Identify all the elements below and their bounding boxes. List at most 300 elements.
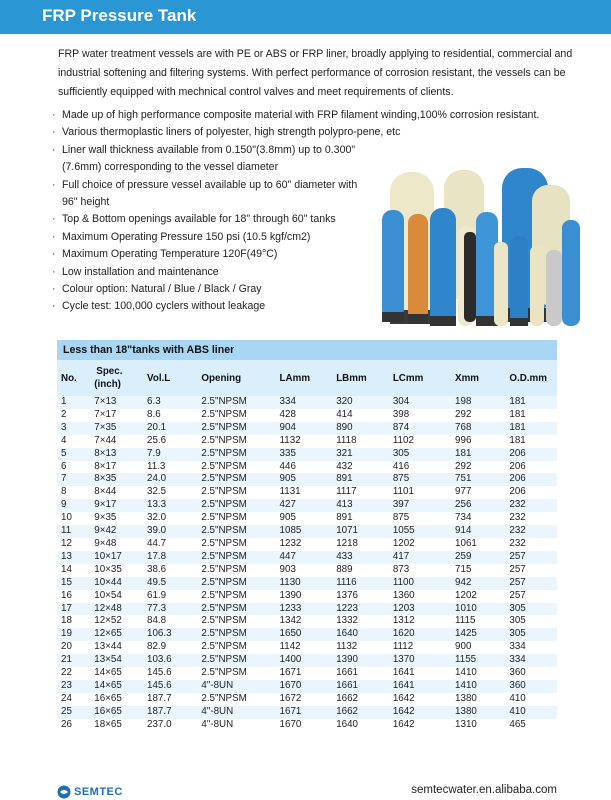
table-cell: 1117 bbox=[332, 486, 389, 499]
table-cell: 1130 bbox=[276, 577, 333, 590]
table-cell: 14×65 bbox=[90, 680, 143, 693]
table-cell: 1202 bbox=[389, 538, 451, 551]
table-cell: 1670 bbox=[276, 680, 333, 693]
column-header: O.D.mm bbox=[505, 360, 557, 396]
feature-item bbox=[52, 124, 582, 141]
table-cell: 900 bbox=[451, 641, 505, 654]
table-cell: 875 bbox=[389, 473, 451, 486]
tank-blue-mid-left bbox=[382, 210, 404, 322]
table-cell: 259 bbox=[451, 551, 505, 564]
table-cell: 447 bbox=[276, 551, 333, 564]
tank-blue-front-right bbox=[562, 220, 580, 326]
table-cell: 1233 bbox=[276, 603, 333, 616]
table-cell: 1376 bbox=[332, 590, 389, 603]
table-cell: 2.5"NPSM bbox=[197, 590, 275, 603]
table-row bbox=[57, 667, 557, 680]
table-cell: 304 bbox=[389, 396, 451, 409]
table-cell: 49.5 bbox=[143, 577, 197, 590]
table-cell: 465 bbox=[505, 719, 557, 732]
table-cell: 7×35 bbox=[90, 422, 143, 435]
table-cell: 20.1 bbox=[143, 422, 197, 435]
table-cell: 2.5"NPSM bbox=[197, 473, 275, 486]
table-cell: 1410 bbox=[451, 667, 505, 680]
table-cell: 21 bbox=[57, 654, 90, 667]
table-cell: 15 bbox=[57, 577, 90, 590]
table-cell: 904 bbox=[276, 422, 333, 435]
footer-logo bbox=[57, 785, 123, 799]
table-row bbox=[57, 473, 557, 486]
table-cell: 768 bbox=[451, 422, 505, 435]
feature-text: 96" height bbox=[62, 196, 110, 209]
table-cell: 256 bbox=[451, 499, 505, 512]
table-cell: 9×17 bbox=[90, 499, 143, 512]
table-cell: 232 bbox=[505, 512, 557, 525]
table-cell: 14 bbox=[57, 564, 90, 577]
table-row bbox=[57, 706, 557, 719]
table-cell: 9×48 bbox=[90, 538, 143, 551]
table-cell: 13×54 bbox=[90, 654, 143, 667]
table-header-row bbox=[57, 360, 557, 396]
table-row bbox=[57, 615, 557, 628]
table-row bbox=[57, 422, 557, 435]
table-cell: 206 bbox=[505, 486, 557, 499]
table-cell: 305 bbox=[505, 628, 557, 641]
table-cell: 106.3 bbox=[143, 628, 197, 641]
column-header: No. bbox=[57, 360, 90, 396]
table-cell: 1380 bbox=[451, 706, 505, 719]
table-cell: 334 bbox=[505, 654, 557, 667]
table-cell: 257 bbox=[505, 551, 557, 564]
table-cell: 1202 bbox=[451, 590, 505, 603]
table-row bbox=[57, 538, 557, 551]
table-cell: 305 bbox=[505, 603, 557, 616]
table-cell: 2.5"NPSM bbox=[197, 461, 275, 474]
table-cell: 84.8 bbox=[143, 615, 197, 628]
table-cell: 914 bbox=[451, 525, 505, 538]
spec-table bbox=[57, 360, 557, 732]
table-cell: 1310 bbox=[451, 719, 505, 732]
table-cell: 2.5"NPSM bbox=[197, 435, 275, 448]
table-cell: 10×17 bbox=[90, 551, 143, 564]
table-cell: 751 bbox=[451, 473, 505, 486]
table-cell: 905 bbox=[276, 512, 333, 525]
table-cell: 1055 bbox=[389, 525, 451, 538]
table-row bbox=[57, 564, 557, 577]
table-cell: 16 bbox=[57, 590, 90, 603]
feature-text: Colour option: Natural / Blue / Black / Gray bbox=[62, 283, 262, 296]
table-cell: 1620 bbox=[389, 628, 451, 641]
table-cell: 12 bbox=[57, 538, 90, 551]
table-cell: 414 bbox=[332, 409, 389, 422]
table-cell: 4"-8UN bbox=[197, 706, 275, 719]
table-cell: 1642 bbox=[389, 693, 451, 706]
table-cell: 433 bbox=[332, 551, 389, 564]
table-cell: 1400 bbox=[276, 654, 333, 667]
table-cell: 1115 bbox=[451, 615, 505, 628]
feature-text: Maximum Operating Pressure 150 psi (10.5 kgf/cm2) bbox=[62, 230, 311, 243]
table-cell: 181 bbox=[505, 422, 557, 435]
table-cell: 13 bbox=[57, 551, 90, 564]
table-row bbox=[57, 409, 557, 422]
table-cell: 428 bbox=[276, 409, 333, 422]
table-cell: 103.6 bbox=[143, 654, 197, 667]
tank-black bbox=[464, 232, 476, 322]
bullet-mark: · bbox=[52, 126, 56, 139]
table-cell: 39.0 bbox=[143, 525, 197, 538]
table-cell: 7×44 bbox=[90, 435, 143, 448]
table-cell: 206 bbox=[505, 473, 557, 486]
table-cell: 1342 bbox=[276, 615, 333, 628]
table-cell: 1425 bbox=[451, 628, 505, 641]
table-cell: 8×35 bbox=[90, 473, 143, 486]
table-cell: 1380 bbox=[451, 693, 505, 706]
table-cell: 2.5"NPSM bbox=[197, 538, 275, 551]
table-cell: 432 bbox=[332, 461, 389, 474]
tanks-photo bbox=[382, 150, 582, 340]
table-cell: 232 bbox=[505, 525, 557, 538]
table-cell: 22 bbox=[57, 667, 90, 680]
table-cell: 10×54 bbox=[90, 590, 143, 603]
table-row bbox=[57, 448, 557, 461]
table-cell: 1390 bbox=[332, 654, 389, 667]
table-cell: 2.5"NPSM bbox=[197, 693, 275, 706]
column-header: LCmm bbox=[389, 360, 451, 396]
spec-table-section bbox=[57, 340, 557, 732]
table-cell: 1155 bbox=[451, 654, 505, 667]
table-cell: 16×65 bbox=[90, 706, 143, 719]
column-header: LAmm bbox=[276, 360, 333, 396]
intro-paragraph: FRP water treatment vessels are with PE or ABS or FRP liner, broadly applying to residential, commercial and industrial softening and filtering systems. With perfect performance of corrosion resistant, the vessels can be sufficiently equipped with mechnical control valves and meet requirements of clients. bbox=[58, 48, 573, 98]
table-cell: 292 bbox=[451, 461, 505, 474]
table-cell: 2.5"NPSM bbox=[197, 564, 275, 577]
table-cell: 7×17 bbox=[90, 409, 143, 422]
table-cell: 18 bbox=[57, 615, 90, 628]
table-cell: 181 bbox=[505, 435, 557, 448]
table-cell: 1390 bbox=[276, 590, 333, 603]
table-cell: 13.3 bbox=[143, 499, 197, 512]
table-row bbox=[57, 654, 557, 667]
table-cell: 14×65 bbox=[90, 667, 143, 680]
tank-blue-small bbox=[510, 236, 528, 328]
table-cell: 360 bbox=[505, 680, 557, 693]
table-row bbox=[57, 435, 557, 448]
table-cell: 181 bbox=[505, 409, 557, 422]
table-cell: 977 bbox=[451, 486, 505, 499]
logo-text: SEMTEC bbox=[74, 786, 123, 798]
table-cell: 77.3 bbox=[143, 603, 197, 616]
bullet-mark: · bbox=[52, 178, 56, 191]
column-header: Opening bbox=[197, 360, 275, 396]
tank-orange bbox=[408, 214, 428, 324]
table-cell: 891 bbox=[332, 473, 389, 486]
table-cell: 715 bbox=[451, 564, 505, 577]
column-header: LBmm bbox=[332, 360, 389, 396]
table-cell: 145.6 bbox=[143, 667, 197, 680]
table-cell: 2.5"NPSM bbox=[197, 499, 275, 512]
table-cell: 1061 bbox=[451, 538, 505, 551]
table-cell: 10×44 bbox=[90, 577, 143, 590]
table-row bbox=[57, 486, 557, 499]
table-cell: 10 bbox=[57, 512, 90, 525]
table-cell: 321 bbox=[332, 448, 389, 461]
table-cell: 16×65 bbox=[90, 693, 143, 706]
table-cell: 292 bbox=[451, 409, 505, 422]
table-cell: 1661 bbox=[332, 667, 389, 680]
table-cell: 398 bbox=[389, 409, 451, 422]
table-cell: 2.5"NPSM bbox=[197, 577, 275, 590]
table-cell: 1641 bbox=[389, 680, 451, 693]
table-cell: 334 bbox=[505, 641, 557, 654]
table-cell: 1640 bbox=[332, 719, 389, 732]
table-row bbox=[57, 641, 557, 654]
feature-text: Maximum Operating Temperature 120F(49°C) bbox=[62, 248, 278, 261]
table-cell: 2.5"NPSM bbox=[197, 667, 275, 680]
table-cell: 1370 bbox=[389, 654, 451, 667]
table-cell: 875 bbox=[389, 512, 451, 525]
table-cell: 427 bbox=[276, 499, 333, 512]
table-cell: 198 bbox=[451, 396, 505, 409]
table-cell: 1132 bbox=[332, 641, 389, 654]
table-cell: 1102 bbox=[389, 435, 451, 448]
table-cell: 1203 bbox=[389, 603, 451, 616]
table-caption: Less than 18"tanks with ABS liner bbox=[57, 340, 557, 360]
table-row bbox=[57, 499, 557, 512]
table-cell: 1131 bbox=[276, 486, 333, 499]
table-cell: 1671 bbox=[276, 667, 333, 680]
table-cell: 1232 bbox=[276, 538, 333, 551]
table-cell: 61.9 bbox=[143, 590, 197, 603]
column-header: Vol.L bbox=[143, 360, 197, 396]
table-cell: 320 bbox=[332, 396, 389, 409]
table-cell: 1642 bbox=[389, 706, 451, 719]
table-cell: 24 bbox=[57, 693, 90, 706]
table-row bbox=[57, 628, 557, 641]
table-cell: 889 bbox=[332, 564, 389, 577]
table-cell: 3 bbox=[57, 422, 90, 435]
feature-text: Top & Bottom openings available for 18" through 60" tanks bbox=[62, 213, 336, 226]
header-bar bbox=[0, 0, 611, 34]
table-cell: 1101 bbox=[389, 486, 451, 499]
table-cell: 4 bbox=[57, 435, 90, 448]
table-cell: 2 bbox=[57, 409, 90, 422]
table-cell: 905 bbox=[276, 473, 333, 486]
table-row bbox=[57, 551, 557, 564]
column-header: Spec. (inch) bbox=[90, 360, 143, 396]
table-cell: 12×52 bbox=[90, 615, 143, 628]
table-cell: 2.5"NPSM bbox=[197, 551, 275, 564]
table-cell: 11.3 bbox=[143, 461, 197, 474]
table-cell: 1661 bbox=[332, 680, 389, 693]
table-cell: 1360 bbox=[389, 590, 451, 603]
table-cell: 1662 bbox=[332, 693, 389, 706]
column-header: Xmm bbox=[451, 360, 505, 396]
table-cell: 942 bbox=[451, 577, 505, 590]
feature-item bbox=[52, 107, 582, 124]
table-cell: 891 bbox=[332, 512, 389, 525]
table-cell: 5 bbox=[57, 448, 90, 461]
table-cell: 181 bbox=[451, 448, 505, 461]
table-cell: 25.6 bbox=[143, 435, 197, 448]
table-row bbox=[57, 719, 557, 732]
table-cell: 410 bbox=[505, 693, 557, 706]
table-cell: 1640 bbox=[332, 628, 389, 641]
table-cell: 6 bbox=[57, 461, 90, 474]
table-cell: 2.5"NPSM bbox=[197, 396, 275, 409]
table-cell: 7.9 bbox=[143, 448, 197, 461]
table-cell: 4"-8UN bbox=[197, 680, 275, 693]
table-cell: 10×35 bbox=[90, 564, 143, 577]
table-cell: 2.5"NPSM bbox=[197, 654, 275, 667]
table-cell: 1112 bbox=[389, 641, 451, 654]
table-cell: 410 bbox=[505, 706, 557, 719]
table-cell: 13×44 bbox=[90, 641, 143, 654]
bullet-mark: · bbox=[52, 213, 56, 226]
table-cell: 305 bbox=[389, 448, 451, 461]
bullet-mark: · bbox=[52, 109, 56, 121]
table-cell: 1100 bbox=[389, 577, 451, 590]
table-cell: 417 bbox=[389, 551, 451, 564]
table-cell: 2.5"NPSM bbox=[197, 486, 275, 499]
table-row bbox=[57, 461, 557, 474]
table-cell: 2.5"NPSM bbox=[197, 448, 275, 461]
table-cell: 1116 bbox=[332, 577, 389, 590]
feature-text: Full choice of pressure vessel available up to 60" diameter with bbox=[62, 178, 358, 191]
table-cell: 187.7 bbox=[143, 706, 197, 719]
table-cell: 12×65 bbox=[90, 628, 143, 641]
table-cell: 305 bbox=[505, 615, 557, 628]
table-cell: 8×17 bbox=[90, 461, 143, 474]
table-cell: 1085 bbox=[276, 525, 333, 538]
table-cell: 38.6 bbox=[143, 564, 197, 577]
table-row bbox=[57, 680, 557, 693]
table-cell: 19 bbox=[57, 628, 90, 641]
table-cell: 9×42 bbox=[90, 525, 143, 538]
table-cell: 334 bbox=[276, 396, 333, 409]
table-row bbox=[57, 590, 557, 603]
table-cell: 873 bbox=[389, 564, 451, 577]
table-cell: 187.7 bbox=[143, 693, 197, 706]
table-cell: 1650 bbox=[276, 628, 333, 641]
table-cell: 890 bbox=[332, 422, 389, 435]
table-cell: 9×35 bbox=[90, 512, 143, 525]
table-cell: 181 bbox=[505, 396, 557, 409]
semtec-logo-icon bbox=[57, 785, 71, 799]
table-cell: 446 bbox=[276, 461, 333, 474]
table-cell: 1312 bbox=[389, 615, 451, 628]
table-cell: 416 bbox=[389, 461, 451, 474]
bullet-mark: · bbox=[52, 248, 56, 261]
bullet-mark: · bbox=[52, 300, 56, 313]
table-cell: 1410 bbox=[451, 680, 505, 693]
table-cell: 23 bbox=[57, 680, 90, 693]
table-cell: 20 bbox=[57, 641, 90, 654]
feature-text: (7.6mm) corresponding to the vessel diameter bbox=[62, 161, 279, 174]
page-title: FRP Pressure Tank bbox=[42, 6, 197, 25]
table-cell: 8 bbox=[57, 486, 90, 499]
table-cell: 2.5"NPSM bbox=[197, 512, 275, 525]
table-cell: 1218 bbox=[332, 538, 389, 551]
table-cell: 12×48 bbox=[90, 603, 143, 616]
table-cell: 1662 bbox=[332, 706, 389, 719]
feature-text: Various thermoplastic liners of polyester, high strength polypro-pene, etc bbox=[62, 126, 401, 139]
tank-natural-small-a bbox=[494, 242, 508, 326]
table-cell: 32.0 bbox=[143, 512, 197, 525]
feature-text: Made up of high performance composite material with FRP filament winding,100% corrosion resistant. bbox=[62, 109, 540, 121]
table-cell: 8×13 bbox=[90, 448, 143, 461]
table-cell: 1670 bbox=[276, 719, 333, 732]
table-cell: 2.5"NPSM bbox=[197, 628, 275, 641]
table-cell: 257 bbox=[505, 577, 557, 590]
bullet-mark: · bbox=[52, 283, 56, 296]
table-cell: 1142 bbox=[276, 641, 333, 654]
table-cell: 145.6 bbox=[143, 680, 197, 693]
table-cell: 996 bbox=[451, 435, 505, 448]
table-cell: 232 bbox=[505, 538, 557, 551]
table-cell: 26 bbox=[57, 719, 90, 732]
table-cell: 413 bbox=[332, 499, 389, 512]
tank-blue-mid bbox=[430, 208, 456, 326]
table-cell: 903 bbox=[276, 564, 333, 577]
table-cell: 82.9 bbox=[143, 641, 197, 654]
footer-url: semtecwater.en.alibaba.com bbox=[411, 784, 557, 796]
table-cell: 397 bbox=[389, 499, 451, 512]
table-cell: 206 bbox=[505, 448, 557, 461]
table-cell: 2.5"NPSM bbox=[197, 603, 275, 616]
table-row bbox=[57, 577, 557, 590]
bullet-mark: · bbox=[52, 265, 56, 278]
table-cell: 1332 bbox=[332, 615, 389, 628]
table-cell: 206 bbox=[505, 461, 557, 474]
table-cell: 4"-8UN bbox=[197, 719, 275, 732]
table-cell: 1071 bbox=[332, 525, 389, 538]
table-cell: 24.0 bbox=[143, 473, 197, 486]
table-cell: 8×44 bbox=[90, 486, 143, 499]
table-cell: 237.0 bbox=[143, 719, 197, 732]
feature-text: Cycle test: 100,000 cyclers without leakage bbox=[62, 300, 266, 313]
table-cell: 1672 bbox=[276, 693, 333, 706]
table-cell: 17 bbox=[57, 603, 90, 616]
table-cell: 44.7 bbox=[143, 538, 197, 551]
table-row bbox=[57, 396, 557, 409]
table-cell: 7 bbox=[57, 473, 90, 486]
table-cell: 18×65 bbox=[90, 719, 143, 732]
table-cell: 2.5"NPSM bbox=[197, 525, 275, 538]
bullet-mark: · bbox=[52, 230, 56, 243]
table-cell: 1132 bbox=[276, 435, 333, 448]
table-cell: 2.5"NPSM bbox=[197, 422, 275, 435]
table-cell: 1010 bbox=[451, 603, 505, 616]
tank-natural-small-b bbox=[530, 246, 544, 326]
table-cell: 25 bbox=[57, 706, 90, 719]
table-row bbox=[57, 512, 557, 525]
tank-gray-small bbox=[546, 250, 562, 326]
feature-text: Liner wall thickness available from 0.150"(3.8mm) up to 0.300" bbox=[62, 143, 356, 156]
table-cell: 2.5"NPSM bbox=[197, 409, 275, 422]
table-cell: 11 bbox=[57, 525, 90, 538]
table-cell: 1118 bbox=[332, 435, 389, 448]
table-cell: 1223 bbox=[332, 603, 389, 616]
table-row bbox=[57, 603, 557, 616]
table-row bbox=[57, 693, 557, 706]
table-cell: 17.8 bbox=[143, 551, 197, 564]
table-cell: 9 bbox=[57, 499, 90, 512]
table-cell: 1671 bbox=[276, 706, 333, 719]
table-cell: 1642 bbox=[389, 719, 451, 732]
table-body bbox=[57, 396, 557, 732]
table-cell: 360 bbox=[505, 667, 557, 680]
feature-text: Low installation and maintenance bbox=[62, 265, 219, 278]
table-cell: 335 bbox=[276, 448, 333, 461]
